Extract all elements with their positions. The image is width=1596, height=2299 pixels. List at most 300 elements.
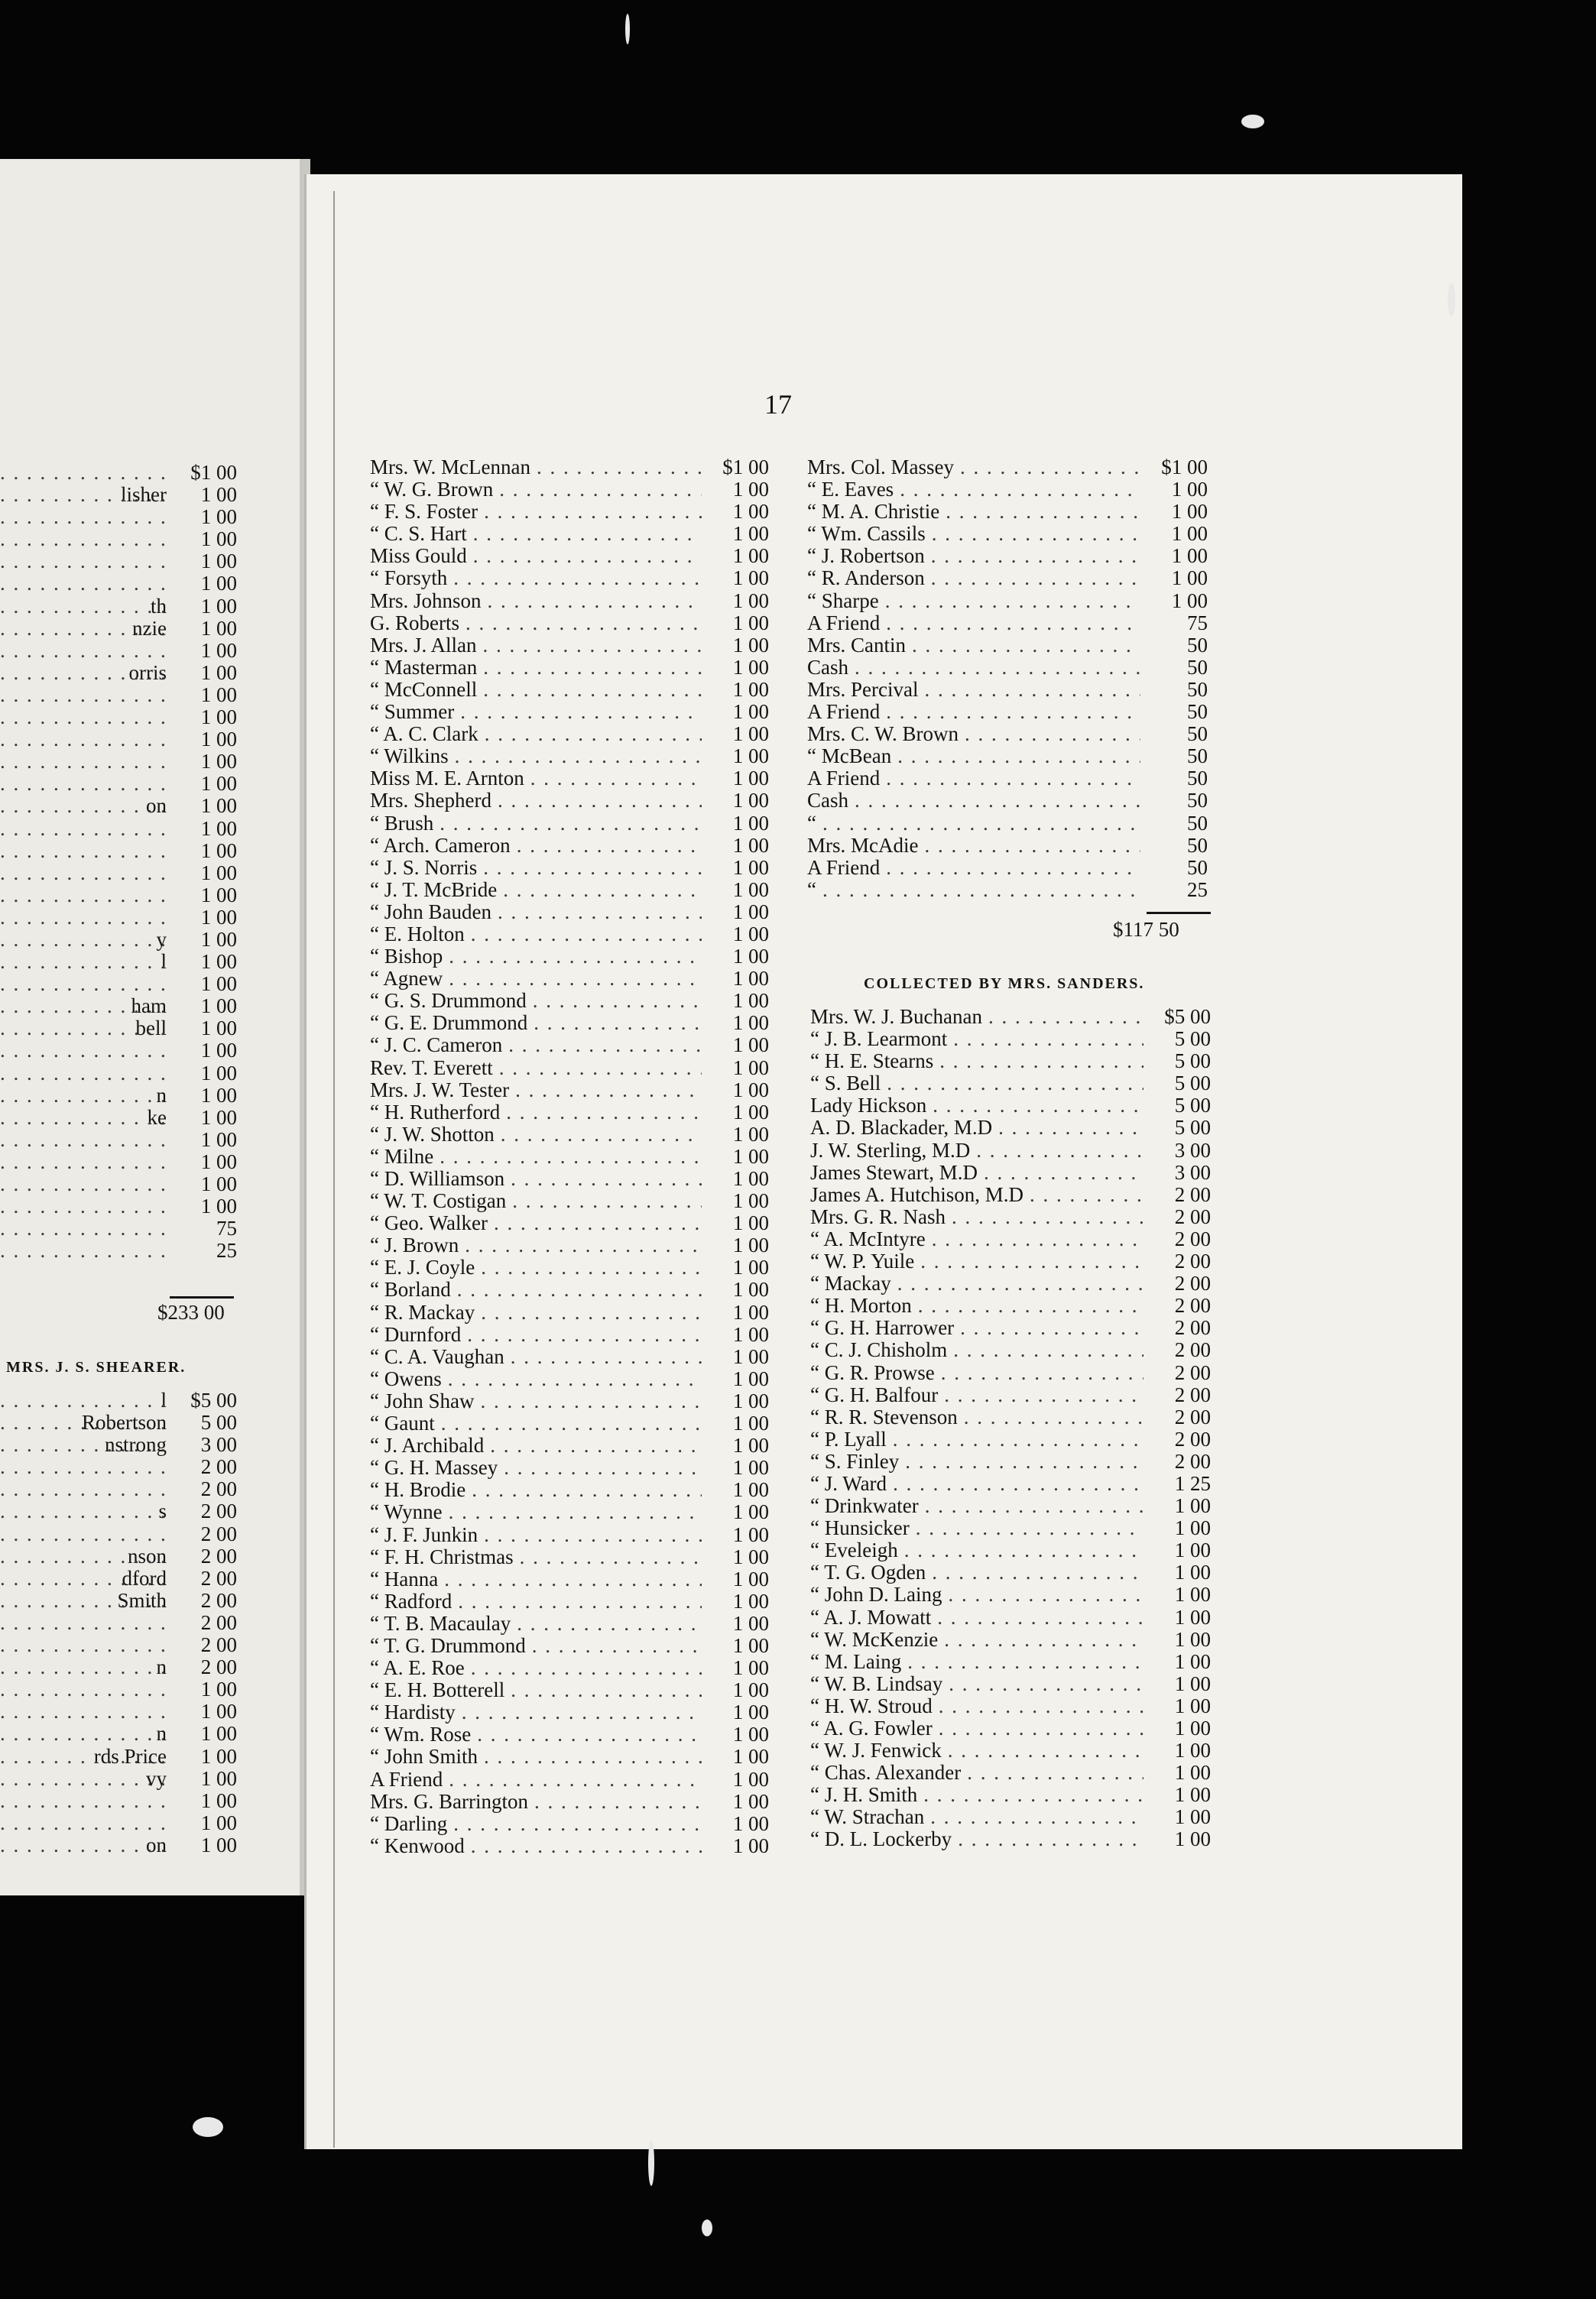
donation-amount: 2 00 — [1174, 1227, 1211, 1250]
donation-amount: 1 00 — [732, 1500, 769, 1524]
subscriber-name: on — [146, 1833, 167, 1856]
dot-leader — [472, 1479, 702, 1501]
donation-amount: 3 00 — [1174, 1138, 1211, 1162]
donation-amount: 1 00 — [200, 994, 237, 1018]
subscriber-row — [0, 1151, 237, 1173]
dot-leader — [930, 1806, 1143, 1828]
subscriber-name: A. D. Blackader, M.D — [810, 1116, 993, 1140]
subscriber-row — [370, 1568, 769, 1590]
subscriber-name: “ G. E. Drummond — [370, 1011, 528, 1035]
subscriber-row — [810, 1740, 1211, 1762]
dot-leader — [912, 634, 1140, 657]
subscriber-name: “ T. B. Macaulay — [370, 1611, 511, 1635]
subscriber-name: “ A. E. Roe — [370, 1656, 465, 1680]
subscriber-name: “ E. Holton — [370, 922, 465, 945]
donation-amount: 1 00 — [732, 611, 769, 634]
subscriber-name: “ D. Williamson — [370, 1167, 505, 1190]
donation-amount: 2 00 — [1174, 1360, 1211, 1384]
donation-amount: 2 00 — [200, 1633, 237, 1657]
subscriber-row — [807, 478, 1208, 501]
dot-leader — [0, 1701, 170, 1723]
donation-amount: 5 00 — [1174, 1027, 1211, 1051]
subscriber-name: J. W. Sterling, M.D — [810, 1138, 971, 1162]
dot-leader — [984, 1162, 1143, 1184]
subscriber-row — [0, 1107, 237, 1129]
donation-amount: 5 00 — [1174, 1049, 1211, 1073]
dot-leader — [481, 1390, 702, 1412]
donation-amount: 1 00 — [732, 1211, 769, 1235]
dot-leader — [918, 1295, 1143, 1317]
donation-amount: 2 00 — [1174, 1427, 1211, 1451]
subscriber-row — [0, 640, 237, 662]
donation-amount: 1 00 — [732, 1834, 769, 1857]
dot-leader — [458, 1590, 702, 1613]
donation-amount: 1 00 — [1171, 589, 1208, 612]
subscriber-name: “ Sharpe — [807, 589, 879, 612]
donation-amount: 1 00 — [732, 967, 769, 991]
subscriber-row — [810, 1028, 1211, 1050]
subscriber-name: “ E. H. Botterell — [370, 1678, 505, 1702]
subscriber-row — [370, 612, 769, 634]
dot-leader — [483, 657, 702, 679]
subscriber-row — [0, 1678, 237, 1701]
donation-amount: 1 00 — [732, 1144, 769, 1168]
subscriber-name: “ E. Eaves — [807, 478, 894, 501]
dot-leader — [488, 590, 702, 612]
subscriber-row — [370, 1346, 769, 1368]
subscriber-row — [0, 951, 237, 973]
dot-leader — [483, 634, 702, 657]
subscriber-name: on — [146, 794, 167, 818]
dot-leader — [0, 1723, 170, 1745]
subscriber-name: “ Masterman — [370, 655, 478, 679]
subscriber-name: “ A. C. Clark — [370, 722, 478, 746]
subscriber-row — [370, 679, 769, 701]
subscriber-row — [0, 528, 237, 550]
dot-leader — [440, 1146, 702, 1168]
right-column-total: $117 50 — [1113, 918, 1179, 941]
subscriber-row — [370, 501, 769, 523]
donation-amount: 2 00 — [1174, 1383, 1211, 1406]
donation-amount: 5 00 — [200, 1411, 237, 1435]
dot-leader — [473, 523, 702, 545]
donation-amount: 1 00 — [200, 638, 237, 662]
subscriber-row — [0, 1568, 237, 1590]
donation-amount: 1 00 — [732, 1033, 769, 1057]
subscriber-row — [370, 767, 769, 790]
subscriber-name: “ C. J. Chisholm — [810, 1338, 948, 1362]
subscriber-row — [370, 1034, 769, 1056]
subscriber-row — [370, 1835, 769, 1857]
subscriber-row — [370, 523, 769, 545]
dot-leader — [939, 1717, 1143, 1740]
subscriber-row — [0, 1590, 237, 1612]
dot-leader — [0, 484, 170, 506]
subscriber-row — [0, 706, 237, 728]
donation-amount: 1 00 — [732, 1811, 769, 1835]
subscriber-row — [810, 1695, 1211, 1717]
subscriber-row — [810, 1228, 1211, 1250]
donation-amount: 1 00 — [200, 950, 237, 974]
dot-leader — [948, 1584, 1143, 1606]
dot-leader — [0, 662, 170, 684]
donation-amount: 50 — [1187, 700, 1208, 724]
dot-leader — [508, 1034, 702, 1056]
subscriber-name: “ Hunsicker — [810, 1516, 910, 1540]
dot-leader — [484, 501, 702, 523]
subscriber-name: “ H. Rutherford — [370, 1100, 501, 1124]
donation-amount: 1 00 — [1174, 1561, 1211, 1584]
donation-amount: 1 00 — [1174, 1739, 1211, 1762]
subscriber-name: “ John D. Laing — [810, 1583, 942, 1607]
subscriber-row — [370, 1368, 769, 1390]
subscriber-name: “ A. McIntyre — [810, 1227, 926, 1250]
donation-amount: 1 00 — [732, 1256, 769, 1279]
donation-amount: 1 00 — [732, 1789, 769, 1813]
subscriber-name: Smith — [117, 1588, 167, 1612]
subscriber-name: “ Mackay — [810, 1272, 891, 1295]
film-speck — [702, 2220, 712, 2236]
subscriber-name: “ Gaunt — [370, 1412, 435, 1435]
subscriber-name: “ R. R. Stevenson — [810, 1405, 958, 1428]
subscriber-name: A Friend — [807, 700, 881, 724]
subscriber-name: Mrs. W. J. Buchanan — [810, 1005, 982, 1028]
dot-leader — [953, 1339, 1143, 1361]
subscriber-row — [0, 1173, 237, 1195]
subscriber-row — [0, 840, 237, 862]
subscriber-row — [0, 1240, 237, 1262]
subscriber-row — [810, 1072, 1211, 1094]
subscriber-row — [370, 1234, 769, 1257]
subscriber-name: “ W. Strachan — [810, 1805, 925, 1829]
subscriber-row — [810, 1162, 1211, 1184]
subscriber-name: “ Milne — [370, 1144, 434, 1168]
dot-leader — [0, 1456, 170, 1478]
subscriber-name: Mrs. Col. Massey — [807, 456, 955, 478]
donation-amount: 1 00 — [1174, 1761, 1211, 1785]
dot-leader — [855, 790, 1140, 812]
donation-amount: 1 00 — [732, 1611, 769, 1635]
subscriber-row — [810, 1584, 1211, 1606]
donation-amount: 1 00 — [732, 1322, 769, 1346]
dot-leader — [511, 1679, 702, 1701]
dot-leader — [988, 1006, 1143, 1028]
subscriber-row — [807, 634, 1208, 657]
subscriber-name: “ M. A. Christie — [807, 500, 940, 524]
subscriber-row — [370, 1190, 769, 1212]
subscriber-row — [0, 751, 237, 773]
dot-leader — [0, 1568, 170, 1590]
dot-leader — [0, 840, 170, 862]
dot-leader — [0, 572, 170, 595]
subscriber-name: Lady Hickson — [810, 1094, 927, 1117]
subscriber-row — [0, 484, 237, 506]
subscriber-name: “ G. H. Balfour — [810, 1383, 939, 1406]
subscriber-row — [370, 1124, 769, 1146]
donation-amount: 1 00 — [200, 1105, 237, 1129]
subscriber-name: Miss Gould — [370, 544, 467, 568]
subscriber-row — [807, 567, 1208, 589]
dot-leader — [0, 1434, 170, 1456]
right-total-rule — [1147, 912, 1211, 914]
subscriber-row — [370, 1101, 769, 1124]
subscriber-name: “ W. J. Fenwick — [810, 1739, 942, 1762]
subscriber-row — [370, 1769, 769, 1791]
donation-amount: 1 00 — [732, 522, 769, 546]
subscriber-name: “ Forsyth — [370, 566, 448, 590]
donation-amount: 1 00 — [200, 883, 237, 906]
subscriber-name: “ J. F. Junkin — [370, 1522, 478, 1546]
dot-leader — [965, 723, 1140, 745]
donation-amount: 1 00 — [732, 589, 769, 612]
subscriber-row — [0, 1456, 237, 1478]
donation-amount: 1 00 — [732, 1478, 769, 1502]
dot-leader — [958, 1828, 1143, 1850]
donation-amount: 1 00 — [200, 905, 237, 929]
dot-leader — [0, 1129, 170, 1151]
subscriber-name: “ W. McKenzie — [810, 1627, 939, 1651]
dot-leader — [0, 751, 170, 773]
subscriber-name: “ J. B. Learmont — [810, 1027, 948, 1051]
subscriber-row — [370, 545, 769, 567]
donation-amount: 1 00 — [200, 572, 237, 595]
subscriber-name: “ A. J. Mowatt — [810, 1605, 932, 1629]
subscriber-name: Mrs. Johnson — [370, 589, 482, 612]
dot-leader — [0, 1790, 170, 1812]
dot-leader — [0, 1768, 170, 1790]
dot-leader — [822, 812, 1140, 835]
dot-leader — [0, 1834, 170, 1856]
subscriber-name: Mrs. Cantin — [807, 633, 907, 657]
dot-leader — [953, 1028, 1143, 1050]
subscriber-row — [370, 1457, 769, 1479]
donation-amount: 1 00 — [732, 1656, 769, 1680]
subscriber-row — [810, 1561, 1211, 1584]
subscriber-row — [807, 701, 1208, 723]
donation-amount: 1 00 — [732, 789, 769, 812]
subscriber-row — [807, 679, 1208, 701]
subscriber-name: Miss M. E. Arnton — [370, 767, 524, 790]
donation-amount: 1 00 — [732, 767, 769, 790]
subscriber-row — [370, 567, 769, 589]
dot-leader — [471, 923, 702, 945]
donation-amount: 1 00 — [200, 1700, 237, 1723]
donation-amount: 1 00 — [732, 945, 769, 968]
dot-leader — [933, 1094, 1143, 1117]
donation-amount: $5 00 — [1164, 1005, 1211, 1028]
dot-leader — [998, 1117, 1143, 1139]
donation-amount: 50 — [1187, 655, 1208, 679]
dot-leader — [893, 1428, 1143, 1451]
subscriber-row — [0, 995, 237, 1017]
page-number: 17 — [764, 389, 792, 420]
subscriber-row — [0, 1039, 237, 1062]
donation-amount: 50 — [1187, 789, 1208, 812]
subscriber-name: “ Wynne — [370, 1500, 443, 1524]
donation-amount: 50 — [1187, 811, 1208, 835]
donation-amount: 1 00 — [732, 1122, 769, 1146]
dot-leader — [449, 968, 702, 990]
dot-leader — [533, 990, 702, 1012]
donation-amount: 1 00 — [1174, 1605, 1211, 1629]
dot-leader — [905, 1451, 1143, 1473]
dot-leader — [0, 1612, 170, 1634]
subscriber-row — [0, 1478, 237, 1500]
subscriber-row — [807, 857, 1208, 879]
subscriber-name: “ J. Archibald — [370, 1434, 485, 1458]
dot-leader — [0, 550, 170, 572]
donation-amount: 1 00 — [1174, 1672, 1211, 1695]
subscriber-name: “ J. S. Norris — [370, 855, 478, 879]
dot-leader — [932, 1228, 1143, 1250]
subscriber-name: Mrs. G. R. Nash — [810, 1205, 946, 1228]
donation-amount: 1 00 — [200, 705, 237, 729]
donation-amount: 1 00 — [200, 594, 237, 618]
dot-leader — [440, 812, 702, 835]
subscriber-row — [370, 945, 769, 968]
donation-amount: 1 00 — [732, 833, 769, 857]
subscriber-row — [370, 1412, 769, 1435]
subscriber-row — [0, 795, 237, 817]
donation-amount: 1 00 — [732, 1011, 769, 1035]
subscriber-name: “ Kenwood — [370, 1834, 465, 1857]
dot-leader — [924, 679, 1140, 701]
donation-amount: 1 00 — [200, 1678, 237, 1701]
subscriber-name: “ A. G. Fowler — [810, 1717, 933, 1740]
dot-leader — [900, 478, 1140, 501]
donation-amount: 1 00 — [200, 1061, 237, 1085]
donation-amount: 1 00 — [1174, 1494, 1211, 1518]
film-speck — [648, 2140, 654, 2186]
subscriber-name: “ W. P. Yuile — [810, 1250, 915, 1273]
donation-amount: 2 00 — [1174, 1182, 1211, 1206]
dot-leader — [886, 857, 1140, 879]
donation-amount: 1 00 — [732, 722, 769, 746]
subscriber-row — [0, 1017, 237, 1039]
donation-amount: 50 — [1187, 633, 1208, 657]
donation-amount: 1 00 — [200, 1788, 237, 1812]
subscriber-row — [0, 906, 237, 929]
subscriber-row — [807, 879, 1208, 901]
donation-amount: 1 00 — [732, 677, 769, 701]
subscriber-row — [807, 523, 1208, 545]
subscriber-row — [0, 1834, 237, 1856]
subscriber-name: th — [150, 594, 167, 618]
donation-amount: 1 00 — [200, 927, 237, 951]
subscriber-row — [810, 1784, 1211, 1806]
subscriber-row — [810, 1828, 1211, 1850]
donation-amount: 1 00 — [200, 838, 237, 862]
subscriber-row — [0, 884, 237, 906]
donation-amount: 2 00 — [200, 1566, 237, 1590]
dot-leader — [904, 1539, 1143, 1561]
donation-amount: 1 00 — [732, 1701, 769, 1724]
donation-amount: 1 00 — [732, 1389, 769, 1412]
subscriber-row — [810, 1607, 1211, 1629]
donation-amount: 1 00 — [200, 683, 237, 706]
dot-leader — [504, 1457, 702, 1479]
film-speck — [1241, 115, 1264, 128]
left-collection-list — [0, 1389, 237, 1856]
subscriber-name: “ John Smith — [370, 1745, 478, 1769]
subscriber-row — [370, 812, 769, 835]
donation-amount: 1 00 — [200, 1017, 237, 1040]
subscriber-row — [0, 462, 237, 484]
dot-leader — [0, 1017, 170, 1039]
dot-leader — [0, 1678, 170, 1701]
dot-leader — [897, 1273, 1143, 1295]
dot-leader — [471, 1657, 702, 1679]
subscriber-row — [0, 1634, 237, 1656]
dot-leader — [0, 951, 170, 973]
dot-leader — [964, 1406, 1143, 1428]
dot-leader — [0, 728, 170, 751]
dot-leader — [932, 1561, 1143, 1584]
subscriber-row — [810, 1629, 1211, 1651]
donation-amount: 1 00 — [732, 900, 769, 923]
donation-amount: 1 00 — [200, 861, 237, 884]
dot-leader — [0, 1656, 170, 1678]
donation-amount: 2 00 — [200, 1544, 237, 1568]
left-column-total: $233 00 — [157, 1301, 225, 1324]
middle-column-list — [370, 456, 769, 1857]
subscriber-name: “ G. H. Harrower — [810, 1316, 955, 1340]
donation-amount: 50 — [1187, 744, 1208, 768]
subscriber-name: “ P. Lyall — [810, 1427, 887, 1451]
subscriber-row — [370, 701, 769, 723]
subscriber-row — [370, 1679, 769, 1701]
subscriber-row — [370, 1212, 769, 1234]
donation-amount: 1 00 — [732, 1300, 769, 1324]
subscriber-row — [807, 723, 1208, 745]
subscriber-name: “ Wm. Rose — [370, 1723, 472, 1746]
subscriber-name: Mrs. J. Allan — [370, 633, 477, 657]
dot-leader — [534, 1012, 702, 1034]
subscriber-name: James Stewart, M.D — [810, 1160, 978, 1184]
donation-amount: 1 00 — [732, 1723, 769, 1746]
subscriber-row — [0, 1790, 237, 1812]
subscriber-row — [370, 857, 769, 879]
dot-leader — [465, 1234, 702, 1257]
subscriber-row — [0, 684, 237, 706]
donation-amount: 1 00 — [732, 1344, 769, 1368]
donation-amount: 1 00 — [200, 1172, 237, 1195]
donation-amount: 1 00 — [200, 1083, 237, 1107]
donation-amount: 1 00 — [732, 989, 769, 1013]
dot-leader — [0, 1107, 170, 1129]
subscriber-name: l — [161, 950, 167, 974]
sanders-collection-list — [810, 1006, 1211, 1851]
subscriber-name: “ W. B. Lindsay — [810, 1672, 943, 1695]
dot-leader — [0, 1412, 170, 1434]
dot-leader — [444, 1568, 702, 1590]
subscriber-row — [370, 456, 769, 478]
dot-leader — [473, 545, 702, 567]
subscriber-name: A Friend — [370, 1767, 443, 1791]
dot-leader — [483, 679, 702, 701]
dot-leader — [490, 1435, 702, 1457]
subscriber-name: “ J. Robertson — [807, 544, 925, 568]
dot-leader — [0, 906, 170, 929]
subscriber-name: G. Roberts — [370, 611, 459, 634]
dot-leader — [897, 745, 1140, 767]
subscriber-row — [370, 1435, 769, 1457]
subscriber-name: “ John Shaw — [370, 1389, 475, 1412]
subscriber-row — [0, 1812, 237, 1834]
subscriber-name: “ — [807, 811, 816, 835]
subscriber-name: Rev. T. Everett — [370, 1055, 493, 1079]
subscriber-name: ham — [131, 994, 167, 1018]
